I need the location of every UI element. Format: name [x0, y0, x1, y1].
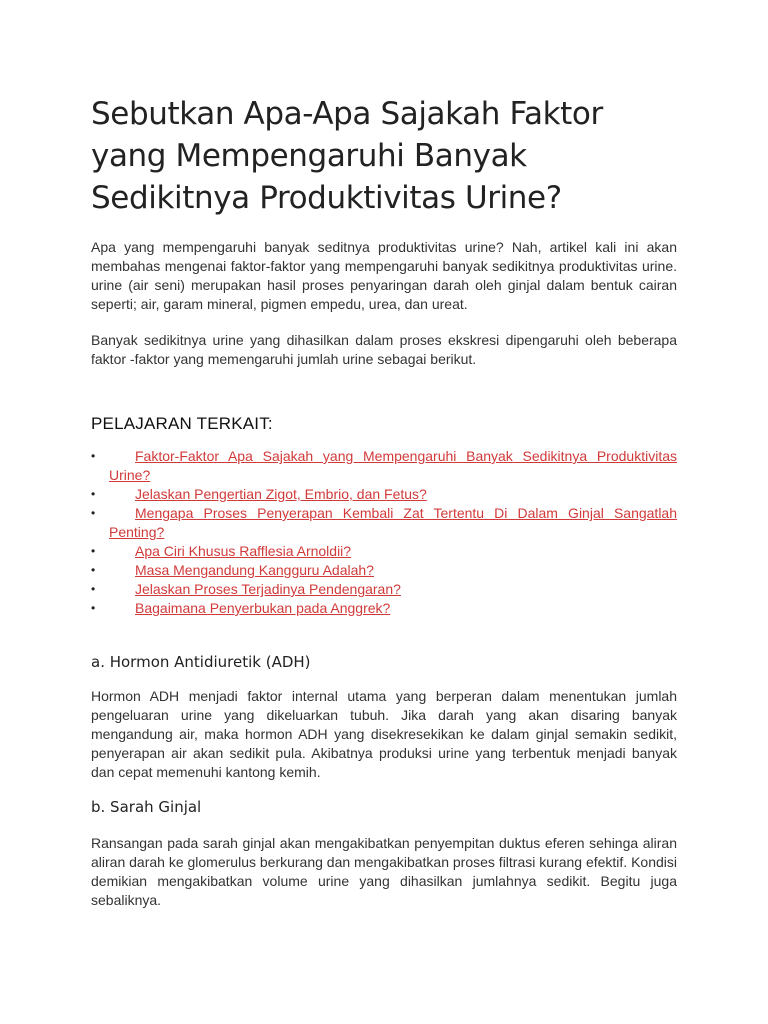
intro-paragraph-1: Apa yang mempengaruhi banyak seditnya produktivitas urine? Nah, artikel kali ini akan membahas mengenai faktor-faktor yang mempengaruhi banyak sedikitnya produktivitas urine. urine (air seni) merupakan hasil proses penyaringan darah oleh ginjal dalam bentuk cairan seperti; air, garam mineral, pigmen empedu, urea, dan ureat. — [91, 239, 677, 312]
section-heading-hormon-adh: a. Hormon Antidiuretik (ADH) — [91, 653, 311, 671]
related-link[interactable] — [109, 581, 401, 597]
related-lessons-heading: PELAJARAN TERKAIT: — [91, 414, 273, 433]
related-link-text: Jelaskan Proses Terjadinya Pendengaran? — [135, 581, 401, 597]
bullet-icon: • — [91, 544, 96, 558]
bullet-icon: • — [91, 449, 96, 463]
page-title: Sebutkan Apa-Apa Sajakah Faktor yang Mempengaruhi Banyak Sedikitnya Produktivitas Urine? — [91, 96, 603, 216]
intro-paragraph-2: Banyak sedikitnya urine yang dihasilkan dalam proses ekskresi dipengaruhi oleh beberapa faktor -faktor yang memengaruhi jumlah urine sebagai berikut. — [91, 332, 677, 367]
related-link-text: Jelaskan Pengertian Zigot, Embrio, dan Fetus? — [135, 486, 427, 502]
related-link-text: Masa Mengandung Kangguru Adalah? — [135, 562, 374, 578]
related-link-text: Apa Ciri Khusus Rafflesia Arnoldii? — [135, 543, 352, 559]
list-item — [91, 599, 677, 618]
bullet-icon: • — [91, 582, 96, 596]
bullet-icon: • — [91, 563, 96, 577]
related-link[interactable] — [109, 505, 677, 540]
list-item — [91, 580, 677, 599]
related-link[interactable] — [109, 448, 677, 483]
related-link[interactable] — [109, 600, 390, 616]
section-heading-sarah-ginjal: b. Sarah Ginjal — [91, 798, 202, 816]
related-lessons-list — [91, 447, 677, 618]
related-link-text: Bagaimana Penyerbukan pada Anggrek? — [135, 600, 391, 616]
list-item — [91, 504, 677, 542]
section-body-hormon-adh: Hormon ADH menjadi faktor internal utama yang berperan dalam menentukan jumlah pengeluaran urine yang dikeluarkan tubuh. Jika darah yang akan disaring banyak mengandung air, maka hormon ADH yang disekresekikan ke dalam ginjal semakin sedikit, penyerapan air akan sedikit pula. Akibatnya produksi urine yang terbentuk menjadi banyak dan cepat memenuhi kantong kemih. — [91, 688, 677, 780]
related-link[interactable] — [109, 486, 427, 502]
list-item — [91, 542, 677, 561]
related-link[interactable] — [109, 562, 374, 578]
bullet-icon: • — [91, 601, 96, 615]
section-body-sarah-ginjal: Ransangan pada sarah ginjal akan mengakibatkan penyempitan duktus eferen sehinga aliran aliran darah ke glomerulus berkurang dan mengakibatkan proses filtrasi kurang efektif. Kondisi demikian mengakibatkan volume urine yang dihasilkan jumlahnya sedikit. Begitu juga sebaliknya. — [91, 835, 677, 908]
related-link[interactable] — [109, 543, 351, 559]
related-link-text: Faktor-Faktor Apa Sajakah yang Mempengaruhi Banyak Sedikitnya Produktivitas Urine? — [109, 448, 677, 483]
bullet-icon: • — [91, 487, 96, 501]
list-item — [91, 561, 677, 580]
list-item — [91, 447, 677, 485]
list-item — [91, 485, 677, 504]
bullet-icon: • — [91, 506, 96, 520]
related-link-text: Mengapa Proses Penyerapan Kembali Zat Tertentu Di Dalam Ginjal Sangatlah Penting? — [109, 505, 677, 540]
